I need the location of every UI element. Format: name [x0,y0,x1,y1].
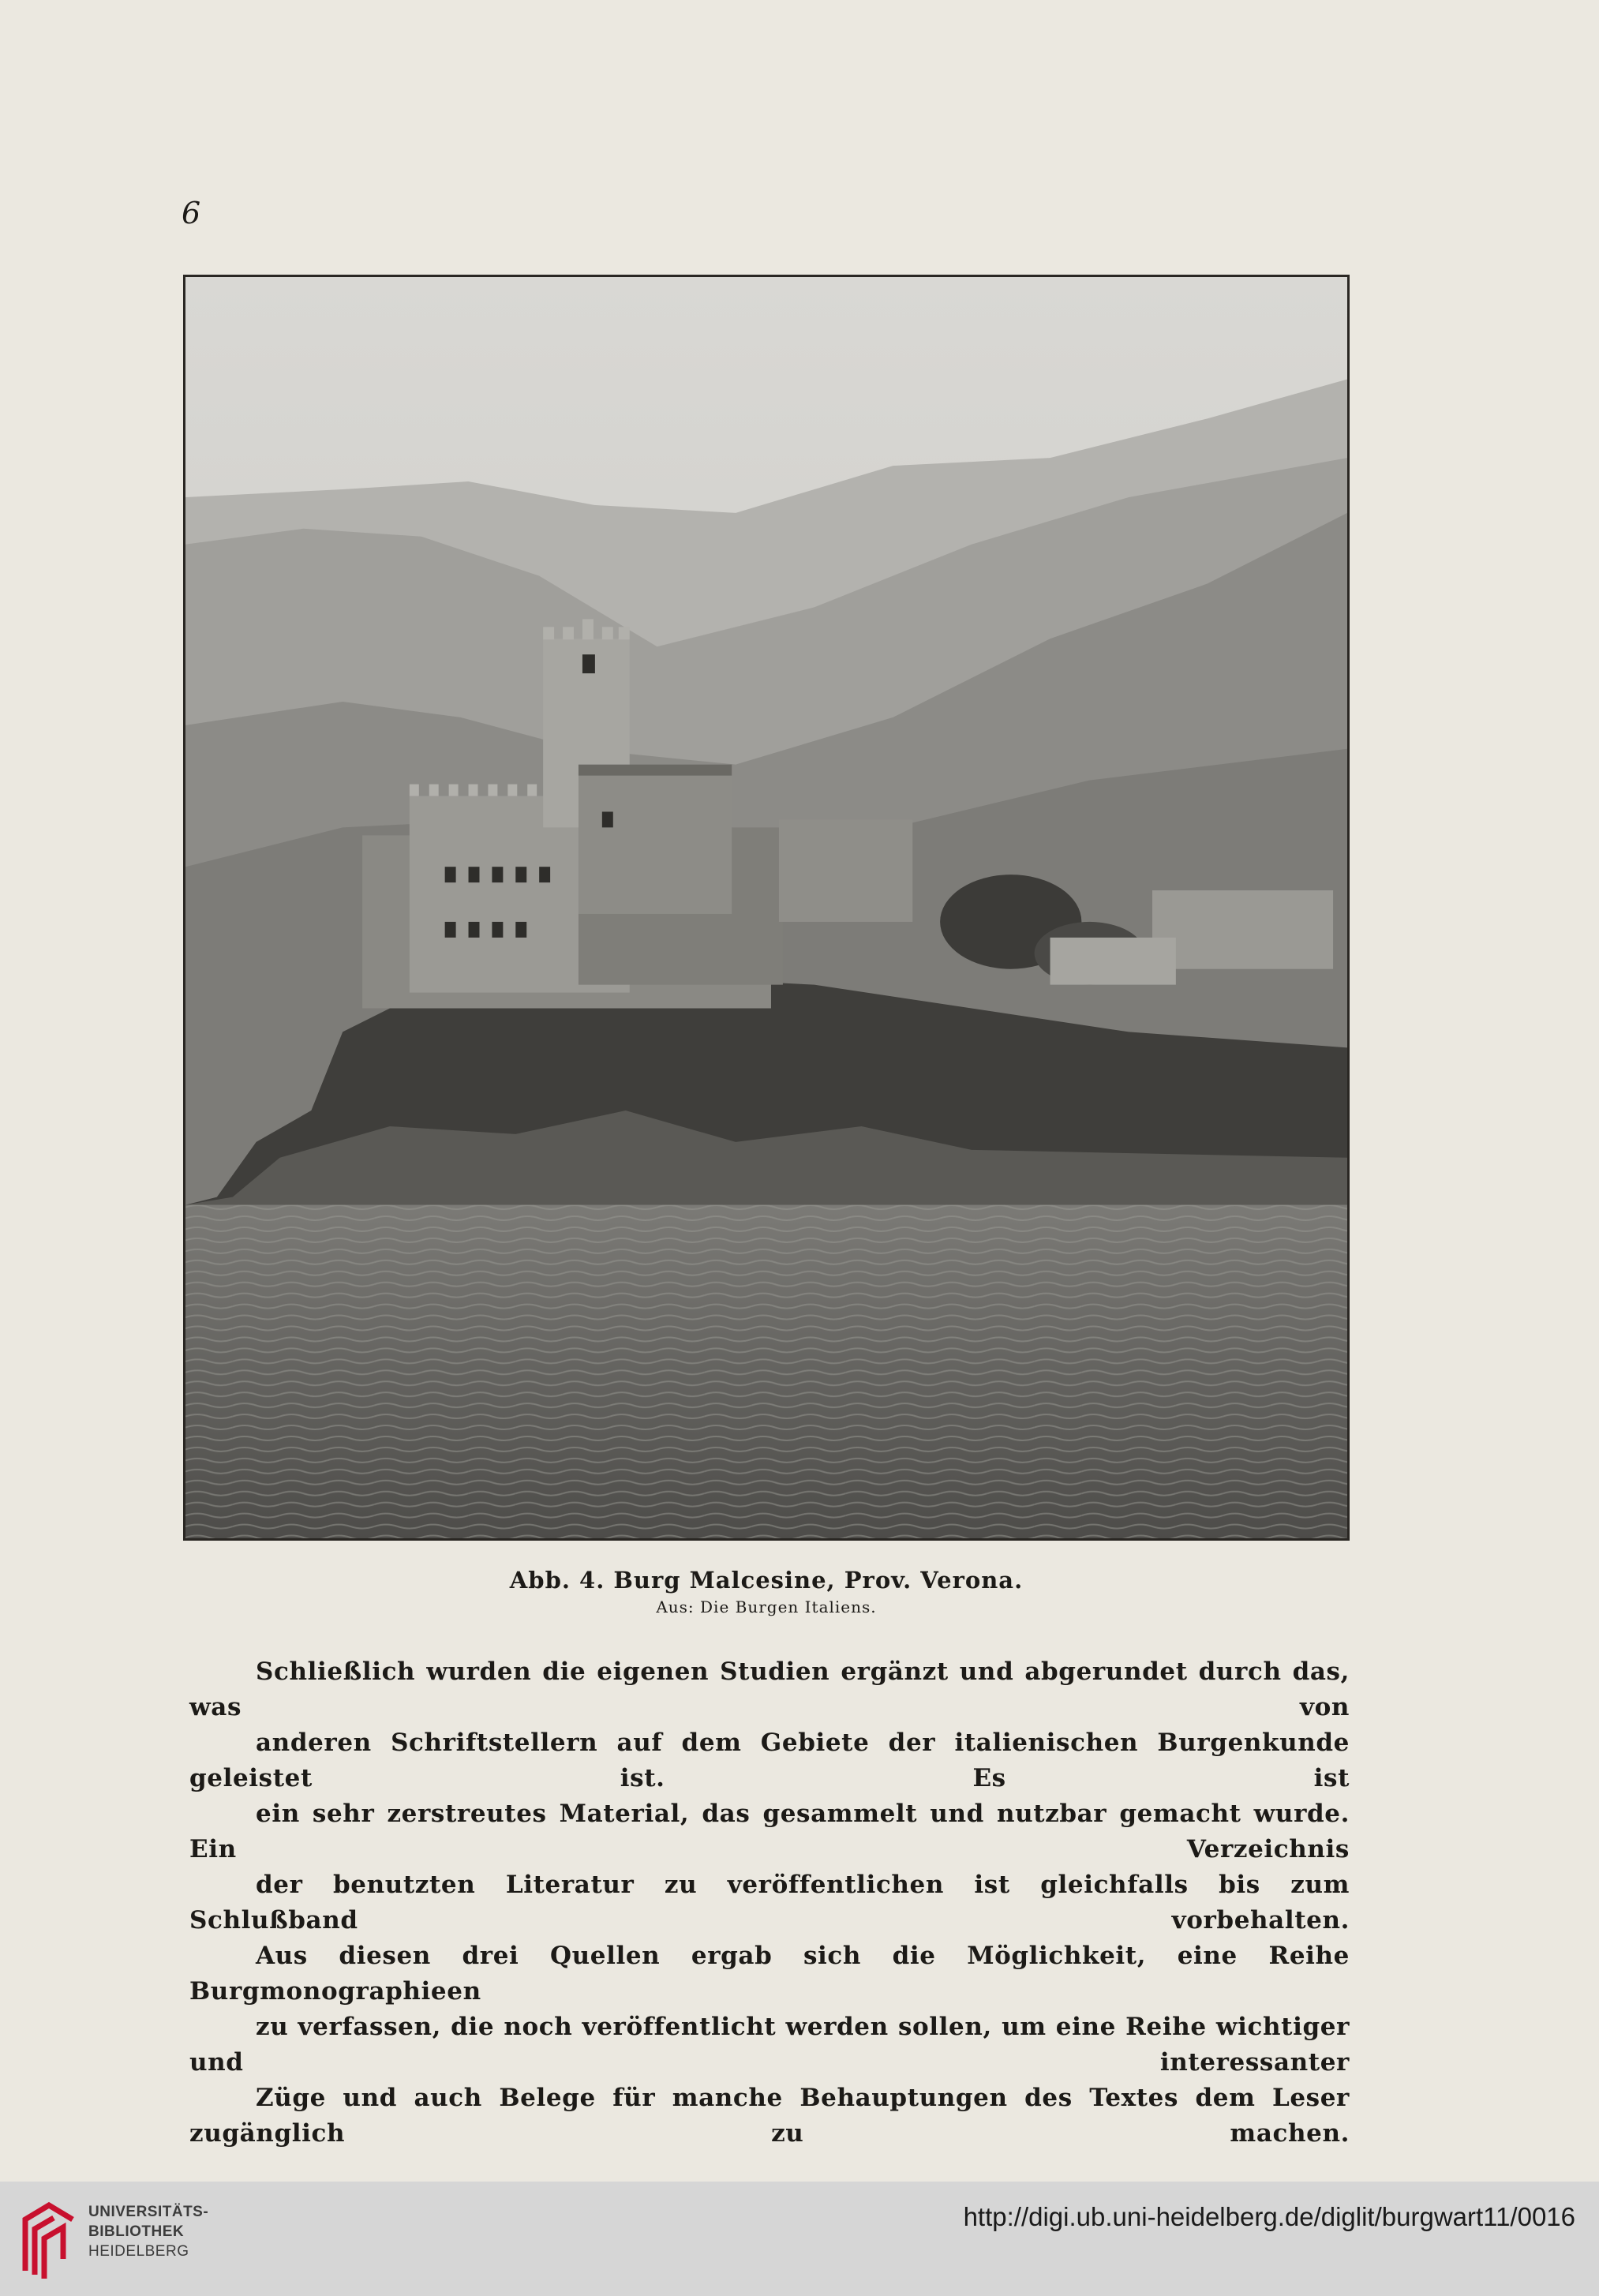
text-line: Aus diesen drei Quellen ergab sich die Möglichkeit, eine Reihe Burgmonographieen [189,1942,1350,2006]
university-library-logo-icon [17,2196,81,2283]
paragraph [189,1938,1350,2152]
body-text [189,1654,1350,2152]
figure-source: Aus: Die Burgen Italiens. [656,1597,877,1616]
footer-bar [0,2182,1599,2296]
institution-line: HEIDELBERG [88,2243,189,2260]
paragraph [189,1654,1350,1938]
text-line: ein sehr zerstreutes Material, das gesammelt und nutzbar gemacht wurde. Ein Verzeichnis [189,1800,1350,1863]
castle-photo-illustration [185,277,1347,1538]
text-line: Schließlich wurden die eigenen Studien ergänzt und abgerundet durch das, was von [189,1657,1350,1721]
castle-photo [183,275,1350,1541]
page-number: 6 [182,196,201,230]
text-line: anderen Schriftstellern auf dem Gebiete der italienischen Burgenkunde geleistet ist. Es ist [189,1729,1350,1792]
source-url-link[interactable]: http://digi.ub.uni-heidelberg.de/diglit/burgwart11/0016 [963,2202,1575,2231]
text-line: Züge und auch Belege für manche Behauptungen des Textes dem Leser zugänglich zu machen. [189,2084,1350,2148]
text-line: zu verfassen, die noch veröffentlicht werden sollen, um eine Reihe wichtiger und interessanter [189,2013,1350,2077]
institution-line: UNIVERSITÄTS- [88,2204,209,2220]
institution-name [88,2202,208,2261]
figure-caption: Abb. 4. Burg Malcesine, Prov. Verona. [509,1567,1024,1594]
institution-line: BIBLIOTHEK [88,2223,185,2240]
text-line: der benutzten Literatur zu veröffentlichen ist gleichfalls bis zum Schlußband vorbehalten. [189,1871,1350,1935]
